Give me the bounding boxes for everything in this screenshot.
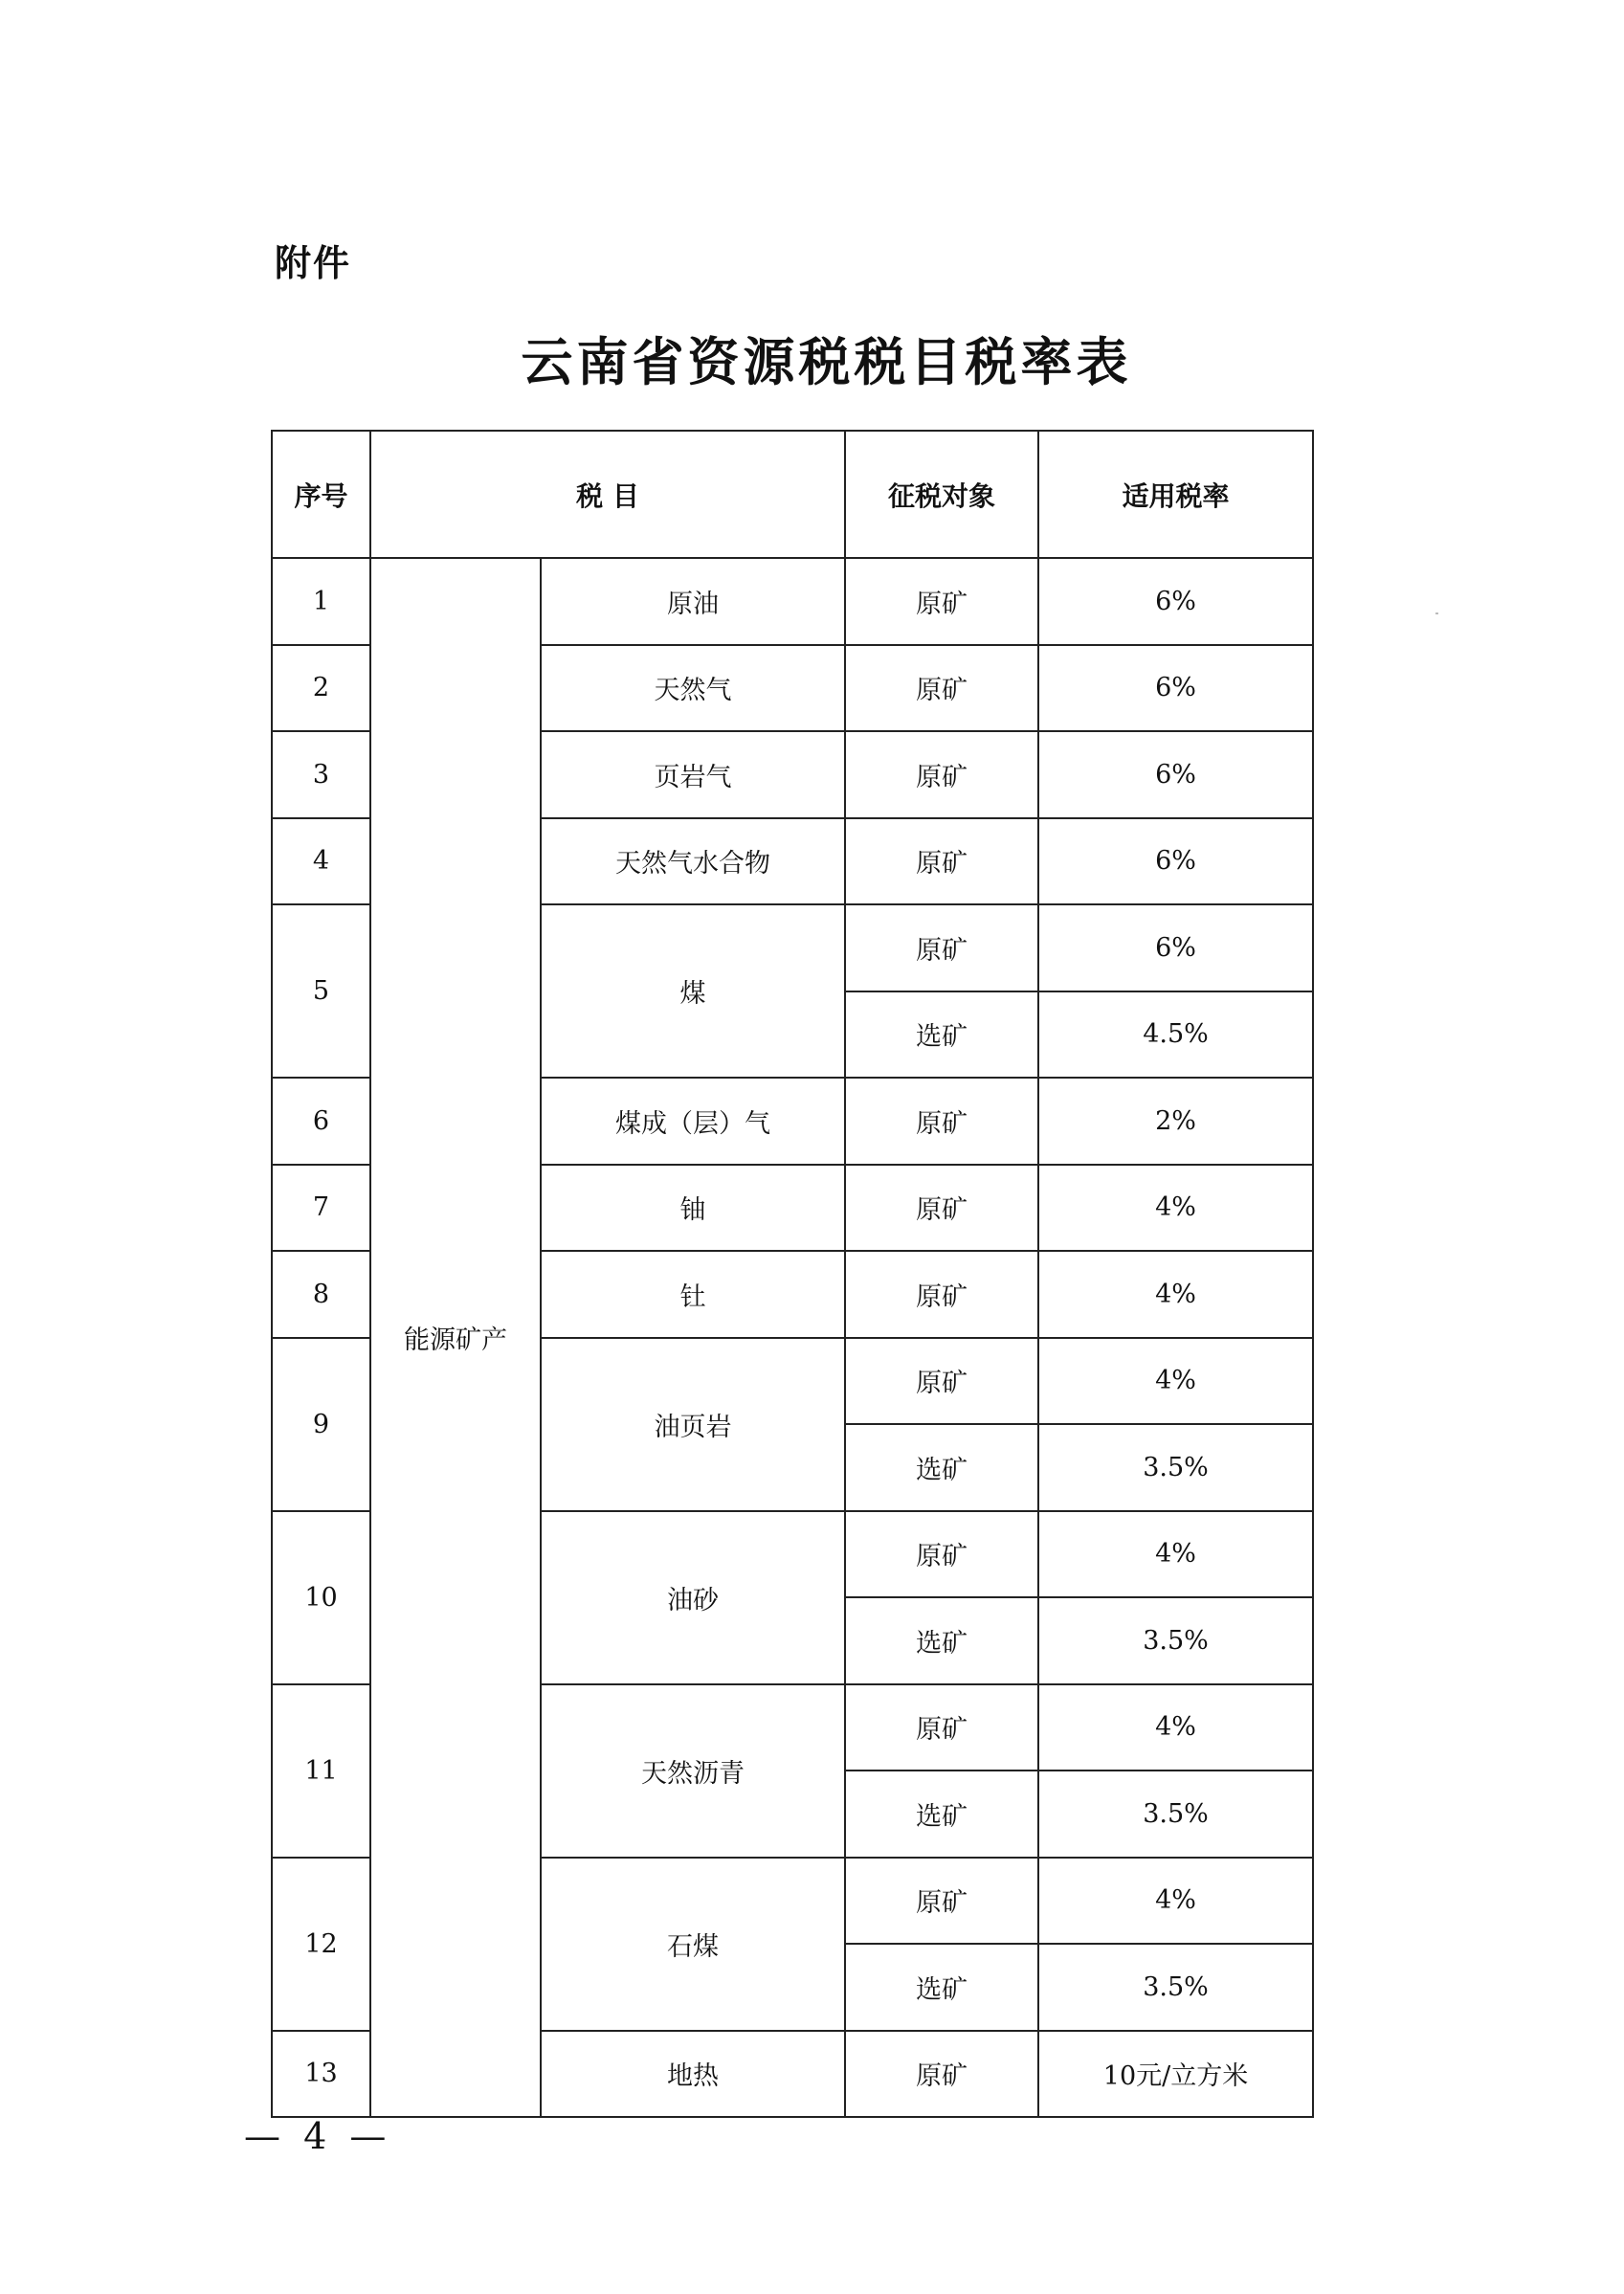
cell-item: 铀 xyxy=(541,1165,845,1252)
cell-object: 选矿 xyxy=(845,1944,1038,2031)
cell-rate: 3.5% xyxy=(1038,1597,1313,1684)
cell-rate: 6% xyxy=(1038,731,1313,818)
cell-object: 原矿 xyxy=(845,1858,1038,1945)
scan-mark xyxy=(1435,612,1438,614)
cell-object: 原矿 xyxy=(845,645,1038,732)
table-row xyxy=(272,558,1313,645)
cell-seq: 12 xyxy=(272,1858,370,2031)
cell-rate: 6% xyxy=(1038,818,1313,905)
cell-rate: 3.5% xyxy=(1038,1424,1313,1511)
cell-object: 原矿 xyxy=(845,1078,1038,1165)
cell-item: 天然气水合物 xyxy=(541,818,845,905)
cell-rate: 6% xyxy=(1038,645,1313,732)
cell-item: 石煤 xyxy=(541,1858,845,2031)
cell-seq: 1 xyxy=(272,558,370,645)
cell-object: 原矿 xyxy=(845,1338,1038,1425)
cell-seq: 7 xyxy=(272,1165,370,1252)
table-body xyxy=(272,558,1313,2117)
attachment-label: 附件 xyxy=(275,242,352,284)
cell-seq: 10 xyxy=(272,1511,370,1684)
cell-rate: 6% xyxy=(1038,558,1313,645)
tax-rate-table xyxy=(271,430,1314,2118)
cell-object: 原矿 xyxy=(845,818,1038,905)
cell-seq: 8 xyxy=(272,1251,370,1338)
cell-object: 原矿 xyxy=(845,731,1038,818)
cell-rate: 10元/立方米 xyxy=(1038,2031,1313,2118)
cell-object: 原矿 xyxy=(845,558,1038,645)
cell-object: 原矿 xyxy=(845,1251,1038,1338)
cell-object: 选矿 xyxy=(845,991,1038,1079)
cell-rate: 6% xyxy=(1038,904,1313,991)
page-number: — 4 — xyxy=(244,2115,392,2157)
cell-rate: 4% xyxy=(1038,1858,1313,1945)
cell-rate: 2% xyxy=(1038,1078,1313,1165)
header-seq: 序号 xyxy=(272,431,370,558)
cell-object: 选矿 xyxy=(845,1771,1038,1858)
header-rate: 适用税率 xyxy=(1038,431,1313,558)
cell-rate: 3.5% xyxy=(1038,1771,1313,1858)
cell-item: 天然气 xyxy=(541,645,845,732)
cell-item: 油砂 xyxy=(541,1511,845,1684)
document-title: 云南省资源税税目税率表 xyxy=(521,331,1132,392)
cell-rate: 4.5% xyxy=(1038,991,1313,1079)
cell-rate: 4% xyxy=(1038,1684,1313,1771)
cell-seq: 6 xyxy=(272,1078,370,1165)
cell-item: 煤成（层）气 xyxy=(541,1078,845,1165)
cell-item: 地热 xyxy=(541,2031,845,2118)
cell-seq: 5 xyxy=(272,904,370,1078)
cell-seq: 9 xyxy=(272,1338,370,1511)
cell-rate: 3.5% xyxy=(1038,1944,1313,2031)
cell-item: 钍 xyxy=(541,1251,845,1338)
table-header-row xyxy=(272,431,1313,558)
header-item: 税 目 xyxy=(370,431,845,558)
cell-seq: 11 xyxy=(272,1684,370,1858)
cell-item: 油页岩 xyxy=(541,1338,845,1511)
cell-object: 原矿 xyxy=(845,1684,1038,1771)
cell-category: 能源矿产 xyxy=(370,558,541,2117)
cell-seq: 3 xyxy=(272,731,370,818)
cell-item: 天然沥青 xyxy=(541,1684,845,1858)
cell-object: 原矿 xyxy=(845,2031,1038,2118)
cell-object: 原矿 xyxy=(845,1165,1038,1252)
cell-rate: 4% xyxy=(1038,1511,1313,1598)
cell-item: 煤 xyxy=(541,904,845,1078)
cell-object: 选矿 xyxy=(845,1424,1038,1511)
cell-item: 页岩气 xyxy=(541,731,845,818)
cell-object: 原矿 xyxy=(845,1511,1038,1598)
cell-rate: 4% xyxy=(1038,1338,1313,1425)
cell-object: 选矿 xyxy=(845,1597,1038,1684)
cell-seq: 4 xyxy=(272,818,370,905)
header-object: 征税对象 xyxy=(845,431,1038,558)
cell-seq: 13 xyxy=(272,2031,370,2118)
cell-item: 原油 xyxy=(541,558,845,645)
cell-seq: 2 xyxy=(272,645,370,732)
cell-object: 原矿 xyxy=(845,904,1038,991)
cell-rate: 4% xyxy=(1038,1165,1313,1252)
cell-rate: 4% xyxy=(1038,1251,1313,1338)
